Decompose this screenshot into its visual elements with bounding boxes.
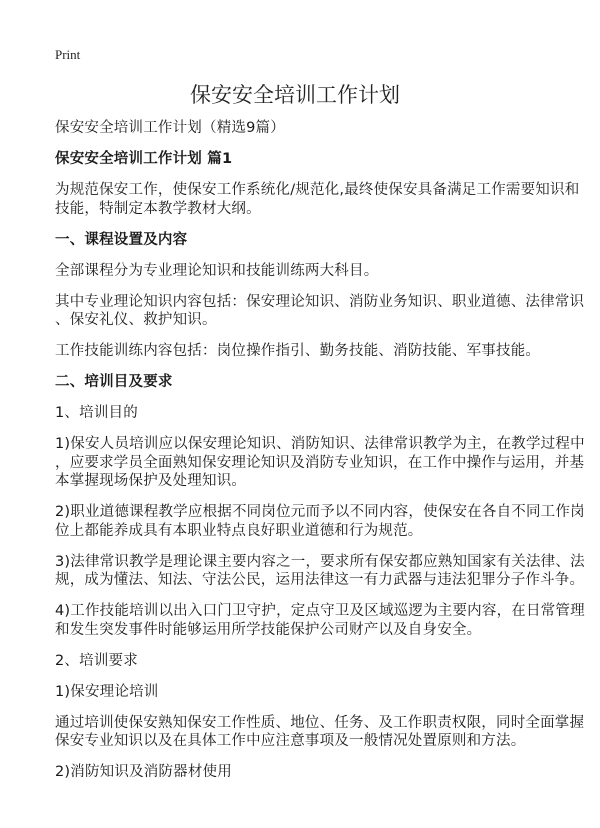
paragraph (55, 763, 555, 782)
text-line: 通过培训使保安熟知保安工作性质、地位、任务、及工作职责权限，同时全面掌握 (55, 714, 585, 731)
text-line: 为规范保安工作，使保安工作系统化/规范化,最终使保安具备满足工作需要知识和 (55, 182, 580, 198)
section-heading (55, 150, 555, 169)
paragraph (55, 119, 555, 138)
document-title: 保安安全培训工作计划 (190, 83, 400, 107)
text-line: 2)职业道德课程教学应根据不同岗位元而予以不同内容，使保安在各自不同工作岗 (55, 504, 585, 520)
paragraph (55, 602, 585, 639)
text-line: 技能，特制定本教学教材大纲。 (55, 200, 261, 217)
paragraph (55, 652, 555, 671)
text-line: 2)消防知识及消防器材使用 (55, 764, 232, 780)
section-heading (55, 231, 555, 250)
text-line: 、保安礼仪、救护知识。 (55, 312, 217, 328)
text-line: 保安专业知识以及在具体工作中应注意事项及一般情况处置原则和方法。 (55, 733, 526, 749)
text-line: 4)工作技能培训以出入口门卫守护，定点守卫及区域巡逻为主要内容，在日常管理 (55, 603, 585, 619)
text-line: 一、课程设置及内容 (55, 231, 188, 248)
text-line: 工作技能训练内容包括：岗位操作指引、勤务技能、消防技能、军事技能。 (55, 343, 541, 359)
paragraph (55, 293, 585, 330)
paragraph (55, 714, 585, 751)
text-line: 保安安全培训工作计划 篇1 (55, 151, 233, 167)
text-line: 3)法律常识教学是理论课主要内容之一，要求所有保安都应熟知国家有关法律、法 (55, 553, 585, 570)
text-line: 1)保安人员培训应以保安理论知识、消防知识、法律常识教学为主，在教学过程中 (55, 436, 585, 452)
paragraph (55, 503, 585, 540)
paragraph (55, 342, 555, 361)
text-line: 位上都能养成具有本职业特点良好职业道德和行为规范。 (55, 522, 423, 539)
text-line: 二、培训目及要求 (55, 374, 173, 390)
paragraph (55, 435, 585, 491)
paragraph (55, 553, 585, 590)
text-line: ，应要求学员全面熟知保安理论知识及消防专业知识，在工作中操作与运用，并基 (55, 454, 585, 471)
text-line: 保安安全培训工作计划（精选9篇） (55, 120, 285, 136)
text-line: 1)保安理论培训 (55, 683, 159, 700)
paragraph (55, 181, 580, 218)
section-heading (55, 373, 555, 392)
text-line: 本掌握现场保护及处理知识。 (55, 473, 247, 489)
text-line: 规，成为懂法、知法、守法公民，运用法律这一有力武器与违法犯罪分子作斗争。 (55, 572, 585, 588)
paragraph (55, 404, 555, 423)
paragraph (55, 262, 555, 281)
text-line: 全部课程分为专业理论知识和技能训练两大科目。 (55, 262, 379, 279)
paragraph (55, 683, 555, 702)
print-link[interactable]: Print (55, 47, 81, 62)
text-line: 其中专业理论知识内容包括：保安理论知识、消防业务知识、职业道德、法律常识 (55, 293, 585, 310)
text-line: 1、培训目的 (55, 405, 138, 421)
document-body (55, 119, 585, 794)
text-line: 2、培训要求 (55, 652, 138, 669)
text-line: 和发生突发事件时能够运用所学技能保护公司财产以及自身安全。 (55, 621, 482, 638)
